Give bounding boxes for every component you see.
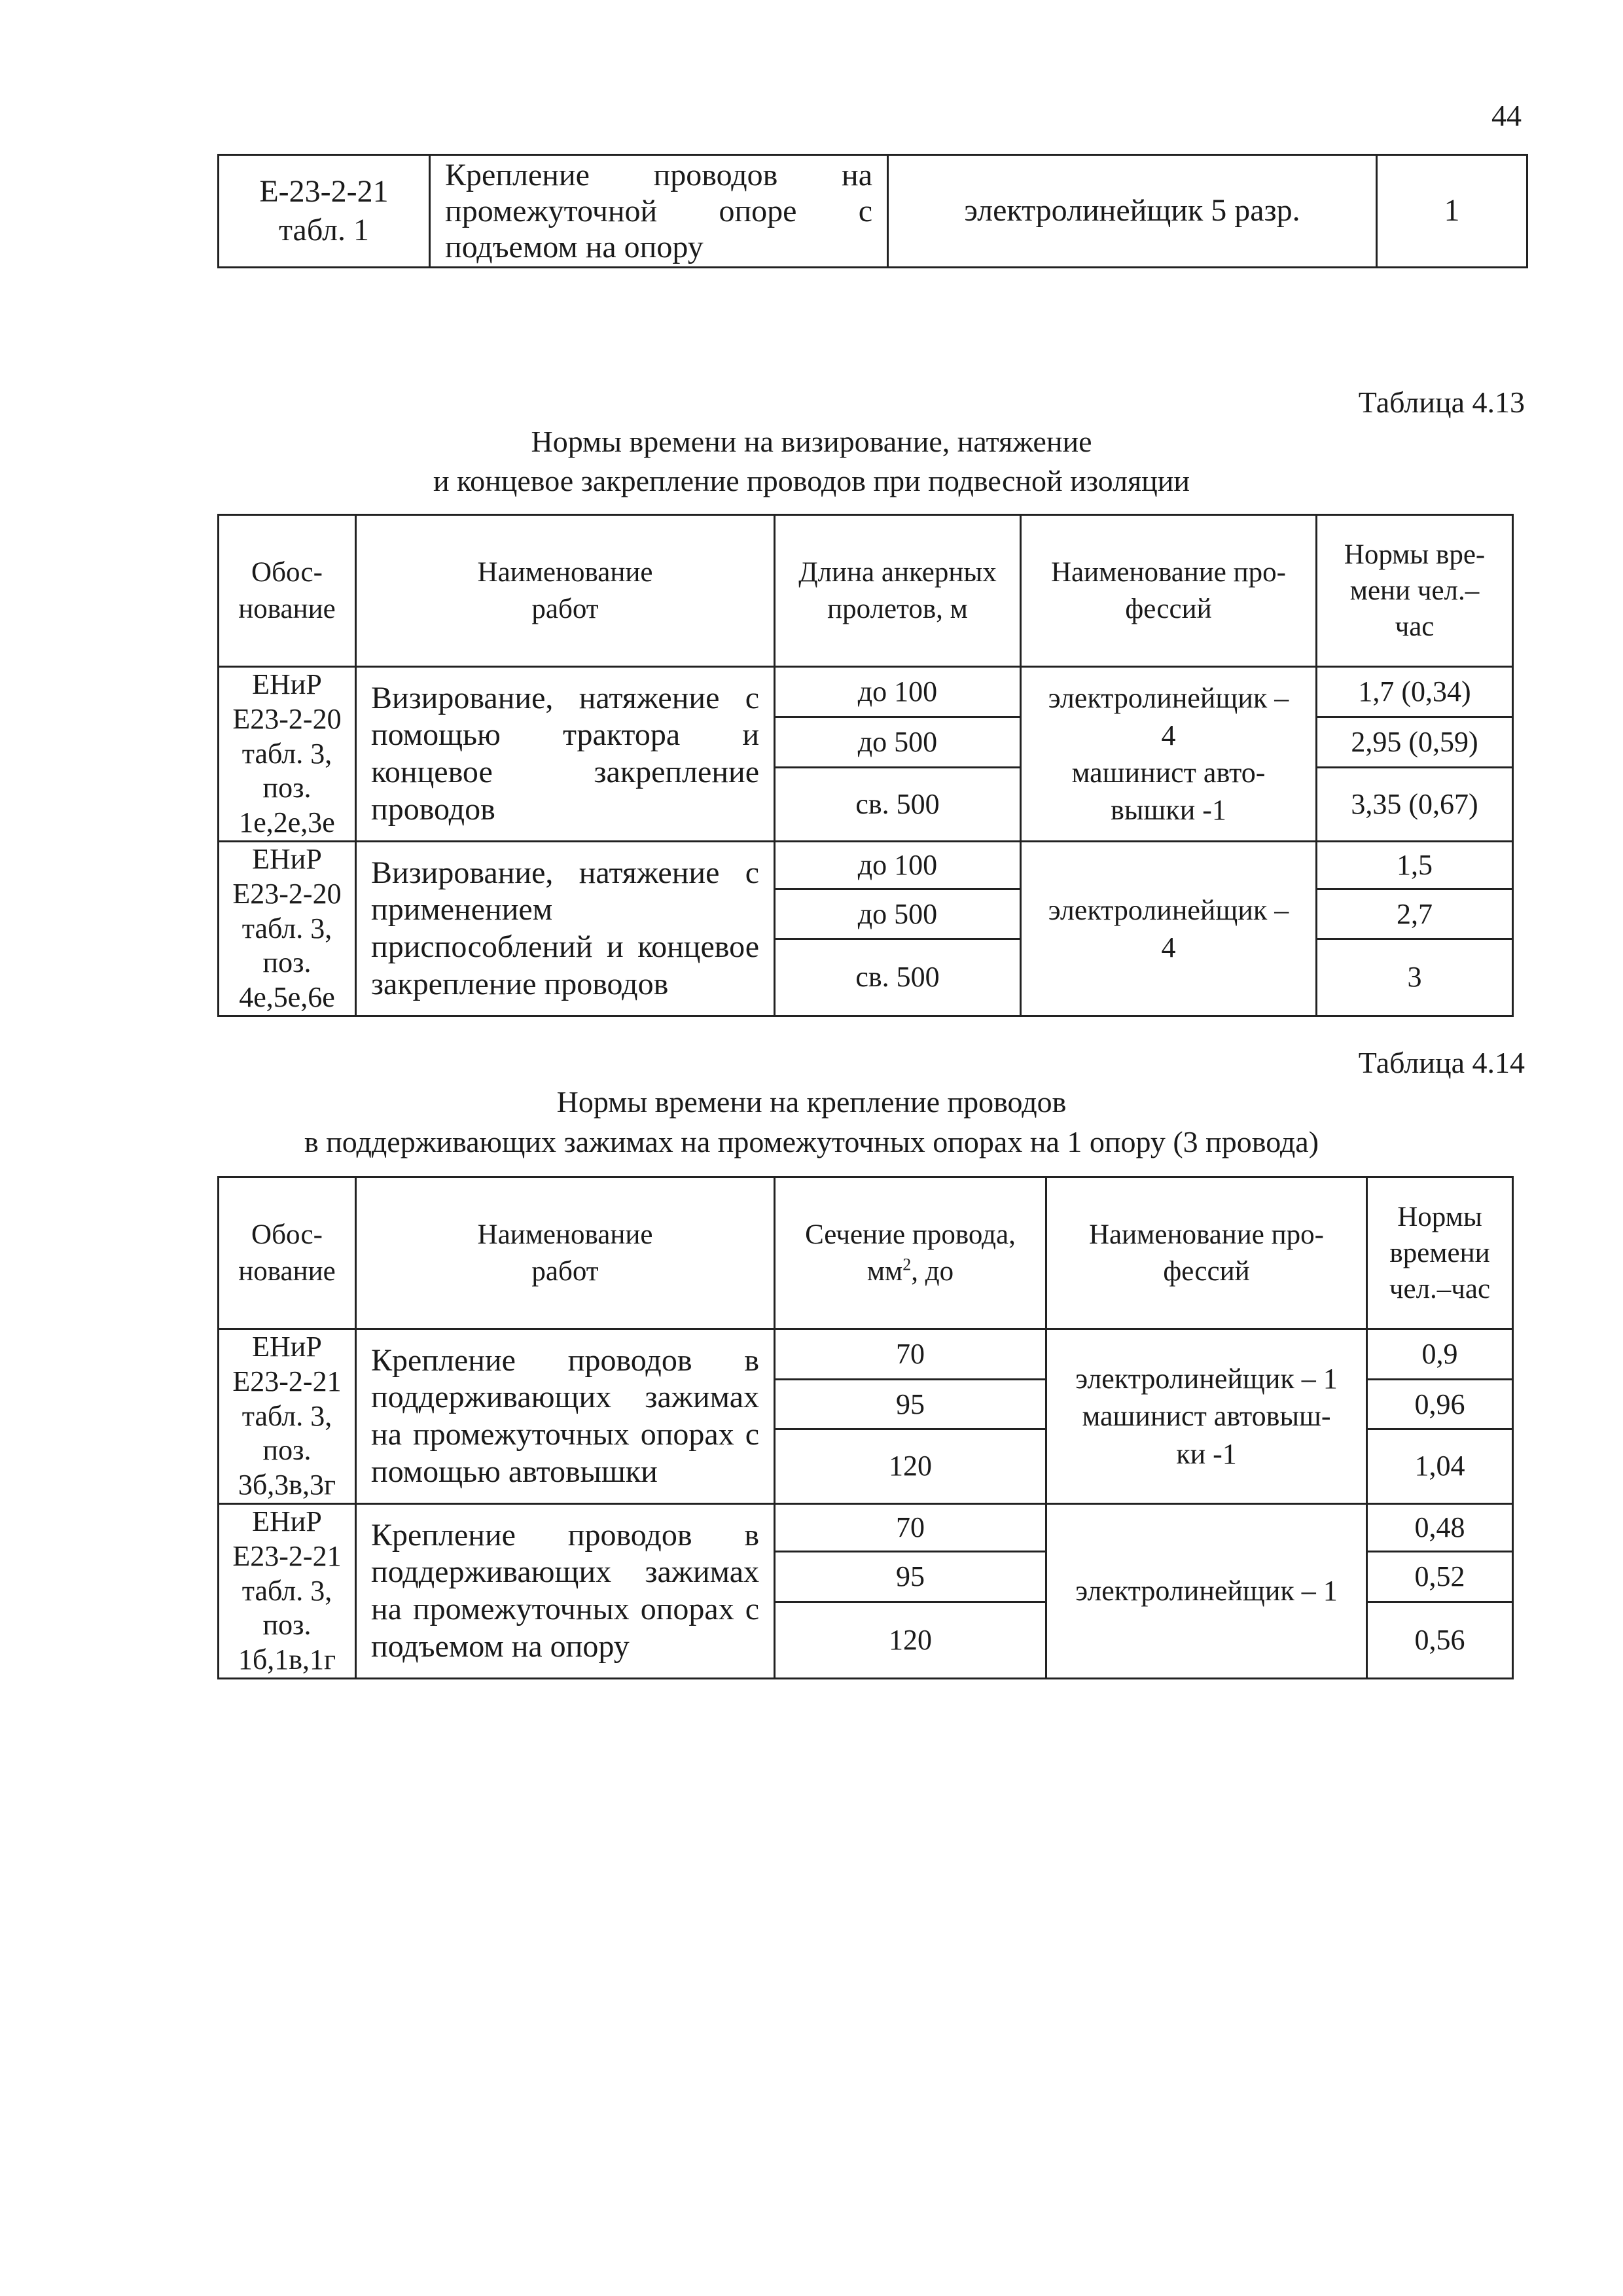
- profession-line: машинист авто-: [1071, 756, 1266, 789]
- code-line: Е23-2-20: [232, 702, 342, 735]
- norm-cell: 0,96: [1367, 1380, 1513, 1429]
- header-line: Нормы: [1397, 1201, 1482, 1232]
- code-line: ЕНиР: [252, 1331, 322, 1363]
- span-length-cell: до 100: [775, 667, 1021, 717]
- table-4-14: [217, 1176, 1514, 1679]
- span-length-cell: до 500: [775, 717, 1021, 767]
- header-line: работ: [531, 593, 599, 624]
- continuation-table: [217, 154, 1528, 268]
- profession-cell: [1046, 1329, 1367, 1504]
- code-line: Е23-2-21: [232, 1539, 342, 1572]
- table-4-14-title-line2: в поддерживающих зажимах на промежуточных опорах на 1 опору (3 провода): [304, 1125, 1319, 1158]
- code-line: ЕНиР: [252, 842, 322, 875]
- code-line: поз.: [262, 946, 312, 979]
- profession-line: электролинейщик –: [1048, 681, 1289, 714]
- code-cell: [219, 155, 430, 268]
- wire-section-cell: 120: [775, 1602, 1046, 1678]
- header-work: [356, 1177, 775, 1329]
- header-line: Длина анкерных: [798, 557, 997, 588]
- norm-cell: 0,9: [1367, 1329, 1513, 1380]
- header-line: [782, 1253, 1039, 1289]
- code-cell: [219, 1503, 356, 1678]
- code-line: 1б,1в,1г: [238, 1643, 336, 1676]
- code-line: табл. 3,: [241, 1574, 332, 1607]
- work-cell: Крепление проводов на промежуточной опоре с подъемом на опору: [430, 155, 888, 268]
- profession-line: электролинейщик – 1: [1075, 1363, 1338, 1395]
- table-4-13-number: Таблица 4.13: [1358, 386, 1525, 419]
- header-line: работ: [531, 1255, 599, 1287]
- norm-cell: 1,04: [1367, 1429, 1513, 1503]
- header-norm: [1367, 1177, 1513, 1329]
- table-4-14-title-line1: Нормы времени на крепление проводов: [556, 1085, 1067, 1119]
- norm-cell: 3: [1317, 939, 1513, 1016]
- work-cell: Визирование, натяжение с помощью трактора и концевое закрепление проводов: [356, 667, 775, 842]
- header-line: Обос-: [251, 557, 323, 588]
- wire-section-cell: 70: [775, 1329, 1046, 1380]
- code-line: табл. 3,: [241, 737, 332, 770]
- header-line: мени чел.–: [1349, 575, 1480, 606]
- norm-cell: 0,56: [1367, 1602, 1513, 1678]
- table-row: [219, 155, 1527, 268]
- header-span-length: [775, 515, 1021, 667]
- code-cell: [219, 1329, 356, 1504]
- header-wire-section: [775, 1177, 1046, 1329]
- wire-section-cell: 120: [775, 1429, 1046, 1503]
- profession-line: вышки -1: [1111, 794, 1226, 827]
- norm-cell: 2,7: [1317, 889, 1513, 939]
- profession-cell: [1021, 667, 1317, 842]
- work-cell: Крепление проводов в поддерживающих зажимах на промежуточных опорах с подъемом на опору: [356, 1503, 775, 1678]
- header-line: времени: [1389, 1237, 1490, 1268]
- header-line: Наименование: [477, 1219, 653, 1251]
- header-line: пролетов, м: [827, 593, 968, 624]
- profession-line: электролинейщик – 1: [1075, 1575, 1338, 1607]
- header-line: Сечение провода,: [805, 1219, 1016, 1251]
- header-row: [219, 1177, 1513, 1329]
- page-number: 44: [1491, 99, 1522, 132]
- span-length-cell: св. 500: [775, 939, 1021, 1016]
- code-line: ЕНиР: [252, 668, 322, 700]
- profession-cell: [1046, 1503, 1367, 1678]
- table-row: [219, 667, 1513, 717]
- header-norm: [1317, 515, 1513, 667]
- code-line: 1е,2е,3е: [239, 806, 335, 839]
- norm-cell: 1,7 (0,34): [1317, 667, 1513, 717]
- profession-line: 4: [1161, 719, 1176, 751]
- span-length-cell: до 500: [775, 889, 1021, 939]
- code-line: Е23-2-20: [232, 877, 342, 910]
- code-line: поз.: [262, 772, 312, 804]
- table-4-13-title-line1: Нормы времени на визирование, натяжение: [531, 425, 1092, 458]
- code-cell: [219, 841, 356, 1016]
- header-line: Наименование: [477, 557, 653, 588]
- header-line: час: [1395, 611, 1435, 643]
- profession-line: электролинейщик –: [1048, 893, 1289, 926]
- norm-cell: 0,52: [1367, 1552, 1513, 1602]
- norm-cell: 0,48: [1367, 1503, 1513, 1551]
- profession-line: ки -1: [1176, 1437, 1237, 1470]
- table-4-14-number: Таблица 4.14: [1358, 1046, 1525, 1079]
- span-length-cell: св. 500: [775, 767, 1021, 841]
- work-cell: Крепление проводов в поддерживающих зажимах на промежуточных опорах с помощью автовышки: [356, 1329, 775, 1504]
- code-line: Е-23-2-21: [259, 173, 389, 209]
- code-line: ЕНиР: [252, 1505, 322, 1537]
- header-profession: [1046, 1177, 1367, 1329]
- code-line: поз.: [262, 1609, 312, 1641]
- table-row: [219, 1503, 1513, 1551]
- wire-section-cell: 95: [775, 1552, 1046, 1602]
- code-line: 3б,3в,3г: [238, 1469, 336, 1501]
- code-line: табл. 1: [278, 212, 370, 247]
- header-line: фессий: [1125, 593, 1212, 624]
- code-line: табл. 3,: [241, 1399, 332, 1432]
- code-line: поз.: [262, 1434, 312, 1467]
- header-row: [219, 515, 1513, 667]
- table-4-13-title-line2: и концевое закрепление проводов при подвесной изоляции: [433, 464, 1190, 497]
- header-profession: [1021, 515, 1317, 667]
- norm-cell: 2,95 (0,59): [1317, 717, 1513, 767]
- unit-superscript: 2: [902, 1255, 912, 1274]
- header-line: нование: [238, 593, 336, 624]
- header-line: Наименование про-: [1089, 1219, 1324, 1251]
- header-line: нование: [238, 1255, 336, 1287]
- unit-text: мм: [866, 1255, 903, 1287]
- header-code: [219, 515, 356, 667]
- table-4-13: [217, 514, 1514, 1017]
- span-length-cell: до 100: [775, 841, 1021, 889]
- code-cell: [219, 667, 356, 842]
- header-line: Наименование про-: [1051, 557, 1286, 588]
- code-line: 4е,5е,6е: [239, 981, 335, 1014]
- profession-line: машинист автовыш-: [1082, 1400, 1331, 1433]
- profession-line: 4: [1161, 931, 1176, 963]
- table-row: [219, 841, 1513, 889]
- work-cell: Визирование, натяжение с применением приспособлений и концевое закрепление проводов: [356, 841, 775, 1016]
- norm-cell: 1,5: [1317, 841, 1513, 889]
- wire-section-cell: 70: [775, 1503, 1046, 1551]
- header-line: чел.–час: [1389, 1274, 1491, 1305]
- header-line: Обос-: [251, 1219, 323, 1251]
- norm-cell: 3,35 (0,67): [1317, 767, 1513, 841]
- table-row: [219, 1329, 1513, 1380]
- unit-tail: , до: [911, 1255, 954, 1287]
- profession-cell: [1021, 841, 1317, 1016]
- profession-cell: электролинейщик 5 разр.: [888, 155, 1377, 268]
- header-line: фессий: [1163, 1255, 1250, 1287]
- header-code: [219, 1177, 356, 1329]
- code-line: Е23-2-21: [232, 1365, 342, 1397]
- header-line: Нормы вре-: [1344, 539, 1486, 570]
- wire-section-cell: 95: [775, 1380, 1046, 1429]
- code-line: табл. 3,: [241, 912, 332, 944]
- count-cell: 1: [1377, 155, 1527, 268]
- header-work: [356, 515, 775, 667]
